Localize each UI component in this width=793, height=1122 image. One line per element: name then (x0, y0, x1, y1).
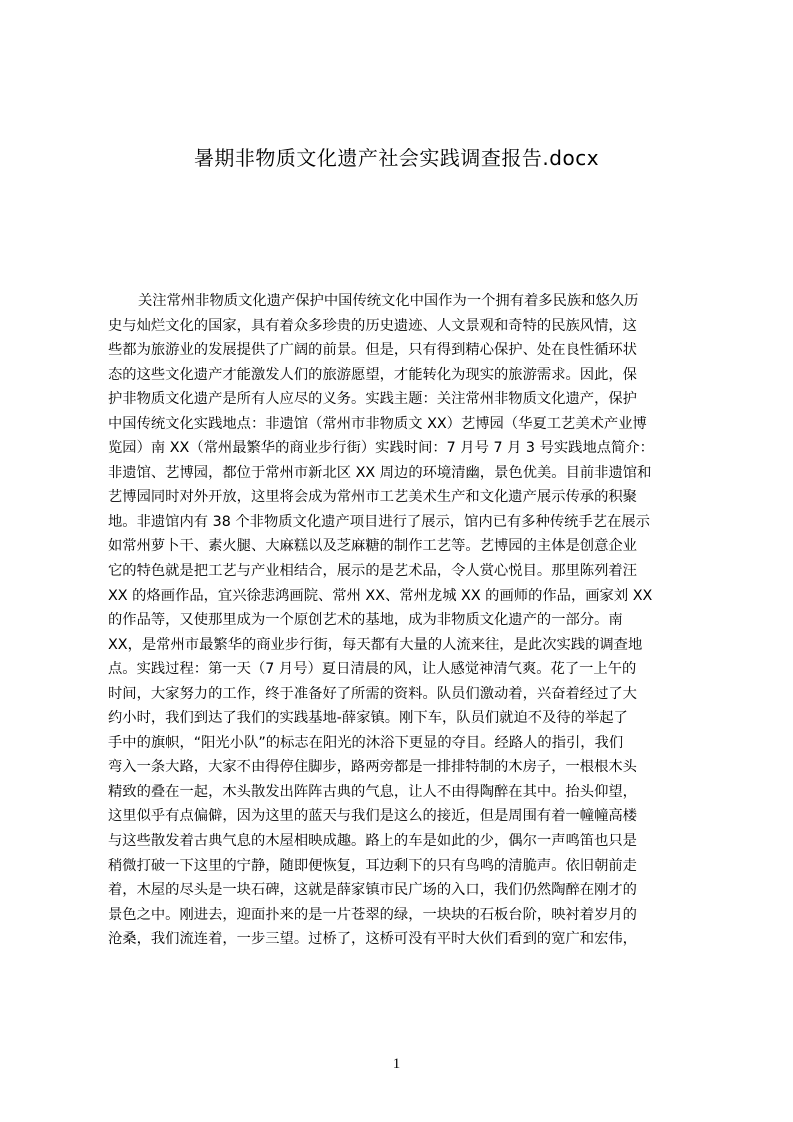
text-line: 态的这些文化遗产才能激发人们的旅游愿望，才能转化为现实的旅游需求。因此，保 (108, 366, 637, 383)
text-line: 非遗馆、艺博园，都位于常州市新北区 XX 周边的环境清幽，景色优美。目前非遗馆和 (108, 464, 652, 481)
text-line: 些都为旅游业的发展提供了广阔的前景。但是，只有得到精心保护、处在良性循环状 (108, 342, 637, 359)
document-title: 暑期非物质文化遗产社会实践调查报告.docx (193, 146, 600, 170)
text-line: 与这些散发着古典气息的木屋相映成趣。路上的车是如此的少，偶尔一声鸣笛也只是 (108, 833, 637, 850)
text-line: 弯入一条大路，大家不由得停住脚步，路两旁都是一排排特制的木房子，一根根木头 (108, 759, 637, 776)
text-line: 稍微打破一下这里的宁静，随即便恢复，耳边剩下的只有鸟鸣的清脆声。依旧朝前走 (108, 857, 637, 874)
text-line: 中国传统文化实践地点：非遗馆（常州市非物质文 XX）艺博园（华夏工艺美术产业博 (108, 415, 647, 432)
text-line: 手中的旗帜，“阳光小队”的标志在阳光的沐浴下更显的夺目。经路人的指引，我们 (108, 734, 624, 751)
text-line: XX，是常州市最繁华的商业步行街，每天都有大量的人流来往，是此次实践的调查地 (108, 636, 643, 653)
text-line: 精致的叠在一起，木头散发出阵阵古典的气息，让人不由得陶醉在其中。抬头仰望， (108, 783, 637, 800)
text-line: 关注常州非物质文化遗产保护中国传统文化中国作为一个拥有着多民族和悠久历 (138, 293, 639, 309)
text-line: 艺博园同时对外开放，这里将会成为常州市工艺美术生产和文化遗产展示传承的积聚 (108, 489, 637, 506)
body-text (108, 289, 700, 952)
text-line: 的作品等，又使那里成为一个原创艺术的基地，成为非物质文化遗产的一部分。南 (108, 612, 623, 629)
text-line: 览园）南 XX（常州最繁华的商业步行街）实践时间：7 月号 7 月 3 号实践地点简介： (108, 440, 654, 457)
text-line: 着，木屋的尽头是一块石碑，这就是薛家镇市民广场的入口，我们仍然陶醉在刚才的 (108, 882, 637, 899)
text-line: 沧桑，我们流连着，一步三望。过桥了，这桥可没有平时大伙们看到的宽广和宏伟， (108, 931, 637, 948)
text-line: 史与灿烂文化的国家，具有着众多珍贵的历史遗迹、人文景观和奇特的民族风情，这 (108, 317, 637, 334)
text-line: XX 的烙画作品，宜兴徐悲鸿画院、常州 XX、常州龙城 XX 的画师的作品，画家刘 XX (108, 587, 653, 604)
text-line: 这里似乎有点偏僻，因为这里的蓝天与我们是这么的接近，但是周围有着一幢幢高楼 (108, 808, 637, 825)
text-line: 如常州萝卜干、素火腿、大麻糕以及芝麻糖的制作工艺等。艺博园的主体是创意企业 (108, 538, 637, 555)
text-line: 约小时，我们到达了我们的实践基地-薛家镇。刚下车，队员们就迫不及待的举起了 (108, 710, 628, 727)
text-line: 点。实践过程：第一天（7 月号）夏日清晨的风，让人感觉神清气爽。花了一上午的 (108, 661, 637, 678)
page-number: 1 (392, 1056, 401, 1072)
text-line: 护非物质文化遗产是所有人应尽的义务。实践主题：关注常州非物质文化遗产，保护 (108, 391, 637, 408)
text-line: 地。非遗馆内有 38 个非物质文化遗产项目进行了展示，馆内已有多种传统手艺在展示 (108, 513, 650, 530)
text-line: 景色之中。刚进去，迎面扑来的是一片苍翠的绿，一块块的石板台阶，映衬着岁月的 (108, 906, 637, 923)
text-line: 时间，大家努力的工作，终于准备好了所需的资料。队员们激动着，兴奋着经过了大 (108, 685, 637, 702)
text-line: 它的特色就是把工艺与产业相结合，展示的是艺术品，令人赏心悦目。那里陈列着汪 (108, 563, 637, 580)
